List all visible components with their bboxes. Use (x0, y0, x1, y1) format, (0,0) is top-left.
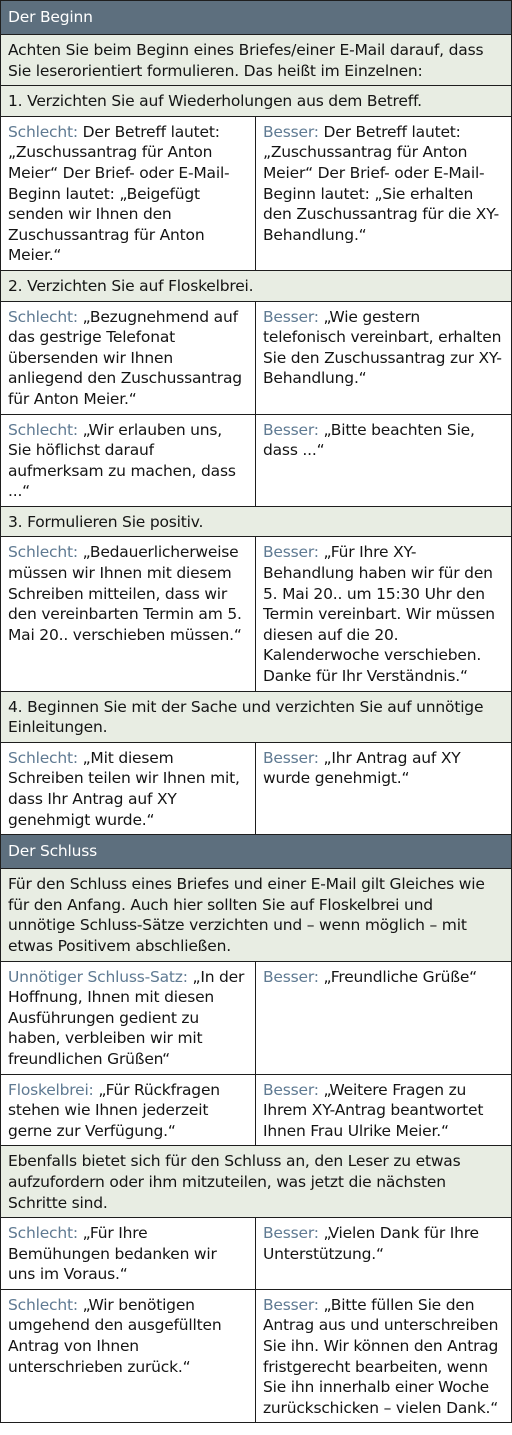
bad-example-label: Schlecht: (8, 748, 78, 767)
bad-example-cell (1, 962, 256, 1074)
example-row (1, 117, 511, 271)
intro-text: 4. Beginnen Sie mit der Sache und verzichten Sie auf unnötige Einleitungen. (1, 692, 511, 743)
bad-example-label: Unnötiger Schluss-Satz: (8, 967, 188, 986)
intro-text: Achten Sie beim Beginn eines Briefes/einer E-Mail darauf, dass Sie leserorientiert formulieren. Das heißt im Einzelnen: (1, 35, 511, 86)
bad-example-text: „Bedauerlicherweise müssen wir Ihnen mit diesem Schreiben mitteilen, dass wir den vereinbarten Termin am 5. Mai 20.. verschieben müssen.“ (8, 543, 242, 644)
good-example-text: „Bitte beachten Sie, dass ...“ (263, 420, 475, 460)
good-example-cell (256, 743, 511, 834)
bad-example-label: Schlecht: (8, 1295, 78, 1314)
bad-example-cell (1, 302, 256, 414)
bad-example-label: Schlecht: (8, 1224, 78, 1243)
example-row (1, 1290, 511, 1423)
bad-example-label: Schlecht: (8, 543, 78, 562)
bad-example-label: Schlecht: (8, 420, 78, 439)
good-example-label: Besser: (263, 748, 319, 767)
example-row (1, 1218, 511, 1290)
good-example-cell (256, 962, 511, 1074)
good-example-cell (256, 1075, 511, 1146)
bad-example-cell (1, 1218, 256, 1289)
good-example-text: „Wie gestern telefonisch vereinbart, erhalten Sie den Zuschussantrag zur XY-Behandlung.“ (263, 307, 502, 388)
good-example-text: „Vielen Dank für Ihre Unterstützung.“ (263, 1224, 479, 1263)
good-example-text: „Weitere Fragen zu Ihrem XY-Antrag beantwortet Ihnen Frau Ulrike Meier.“ (263, 1080, 484, 1140)
bad-example-label: Floskelbrei: (8, 1080, 94, 1099)
example-row (1, 537, 511, 691)
bad-example-text: Der Betreff lautet: „Zuschussantrag für Anton Meier“ Der Brief- oder E-Mail-Beginn lautet: „Beigefügt senden wir Ihnen den Zuschussantrag für Anton Meier.“ (8, 122, 230, 265)
good-example-cell (256, 1218, 511, 1289)
bad-example-text: „Wir erlauben uns, Sie höflichst darauf aufmerksam zu machen, dass ...“ (8, 420, 236, 501)
good-example-label: Besser: (263, 1295, 319, 1314)
good-example-label: Besser: (263, 1080, 319, 1099)
intro-text: 2. Verzichten Sie auf Floskelbrei. (1, 271, 511, 302)
bad-example-label: Schlecht: (8, 307, 78, 326)
bad-example-text: „Wir benötigen umgehend den ausgefüllten Antrag von Ihnen unterschrieben zurück.“ (8, 1295, 222, 1376)
bad-example-text: „Bezugnehmend auf das gestrige Telefonat übersenden wir Ihnen anliegend den Zuschussantrag für Anton Meier.“ (8, 307, 242, 408)
bad-example-cell (1, 117, 256, 270)
bad-example-cell (1, 743, 256, 834)
bad-example-text: „Für Rückfragen stehen wie Ihnen jederzeit gerne zur Verfügung.“ (8, 1080, 220, 1140)
bad-example-cell (1, 1290, 256, 1423)
intro-text: 3. Formulieren Sie positiv. (1, 507, 511, 538)
good-example-text: Der Betreff lautet: „Zuschussantrag für Anton Meier“ Der Brief- oder E-Mail-Beginn lautet: „Sie erhalten den Zuschussantrag für die XY-Behandlung.“ (263, 122, 500, 244)
good-example-text: „Für Ihre XY-Behandlung haben wir für den 5. Mai 20.. um 15:30 Uhr den Termin vereinbart. Wir müssen diesen auf die 20. Kalenderwoche verschieben. Danke für Ihr Verständnis.“ (263, 543, 495, 686)
good-example-label: Besser: (263, 543, 319, 562)
bad-example-cell (1, 1075, 256, 1146)
intro-text: 1. Verzichten Sie auf Wiederholungen aus dem Betreff. (1, 86, 511, 117)
good-example-label: Besser: (263, 307, 319, 326)
example-row (1, 415, 511, 507)
bad-example-cell (1, 537, 256, 690)
bad-example-text: „Mit diesem Schreiben teilen wir Ihnen mit, dass Ihr Antrag auf XY genehmigt wurde.“ (8, 748, 240, 829)
good-example-cell (256, 537, 511, 690)
good-example-label: Besser: (263, 1224, 319, 1243)
good-example-text: „Freundliche Grüße“ (318, 967, 477, 986)
good-example-text: „Bitte füllen Sie den Antrag aus und unterschreiben Sie ihn. Wir können den Antrag fristgerecht bearbeiten, wenn Sie ihn innerhalb einer Woche zurückschicken – vielen Dank.“ (263, 1295, 499, 1417)
intro-text: Ebenfalls bietet sich für den Schluss an, den Leser zu etwas aufzufordern oder ihm mitzuteilen, was jetzt die nächsten Schritte sind. (1, 1146, 511, 1218)
section-header: Der Schluss (1, 835, 511, 869)
good-example-cell (256, 302, 511, 414)
good-example-label: Besser: (263, 967, 319, 986)
good-example-cell (256, 1290, 511, 1423)
bad-example-text: „In der Hoffnung, Ihnen mit diesen Ausführungen gedient zu haben, verbleiben wir mit freundlichen Grüßen“ (8, 967, 245, 1068)
intro-text: Für den Schluss eines Briefes und einer E-Mail gilt Gleiches wie für den Anfang. Auch hier sollten Sie auf Floskelbrei und unnötige Schluss-Sätze verzichten und – wenn möglich – mit etwas Positivem abschließen. (1, 869, 511, 961)
example-row (1, 743, 511, 835)
bad-example-cell (1, 415, 256, 506)
bad-example-label: Schlecht: (8, 122, 78, 141)
section-header: Der Beginn (1, 1, 511, 35)
good-example-text: „Ihr Antrag auf XY wurde genehmigt.“ (263, 748, 461, 788)
good-example-cell (256, 415, 511, 506)
example-row (1, 962, 511, 1075)
example-row (1, 1075, 511, 1147)
good-example-label: Besser: (263, 122, 319, 141)
good-example-label: Besser: (263, 420, 319, 439)
example-row (1, 302, 511, 415)
bad-example-text: „Für Ihre Bemühungen bedanken wir uns im Voraus.“ (8, 1224, 217, 1284)
good-example-cell (256, 117, 511, 270)
